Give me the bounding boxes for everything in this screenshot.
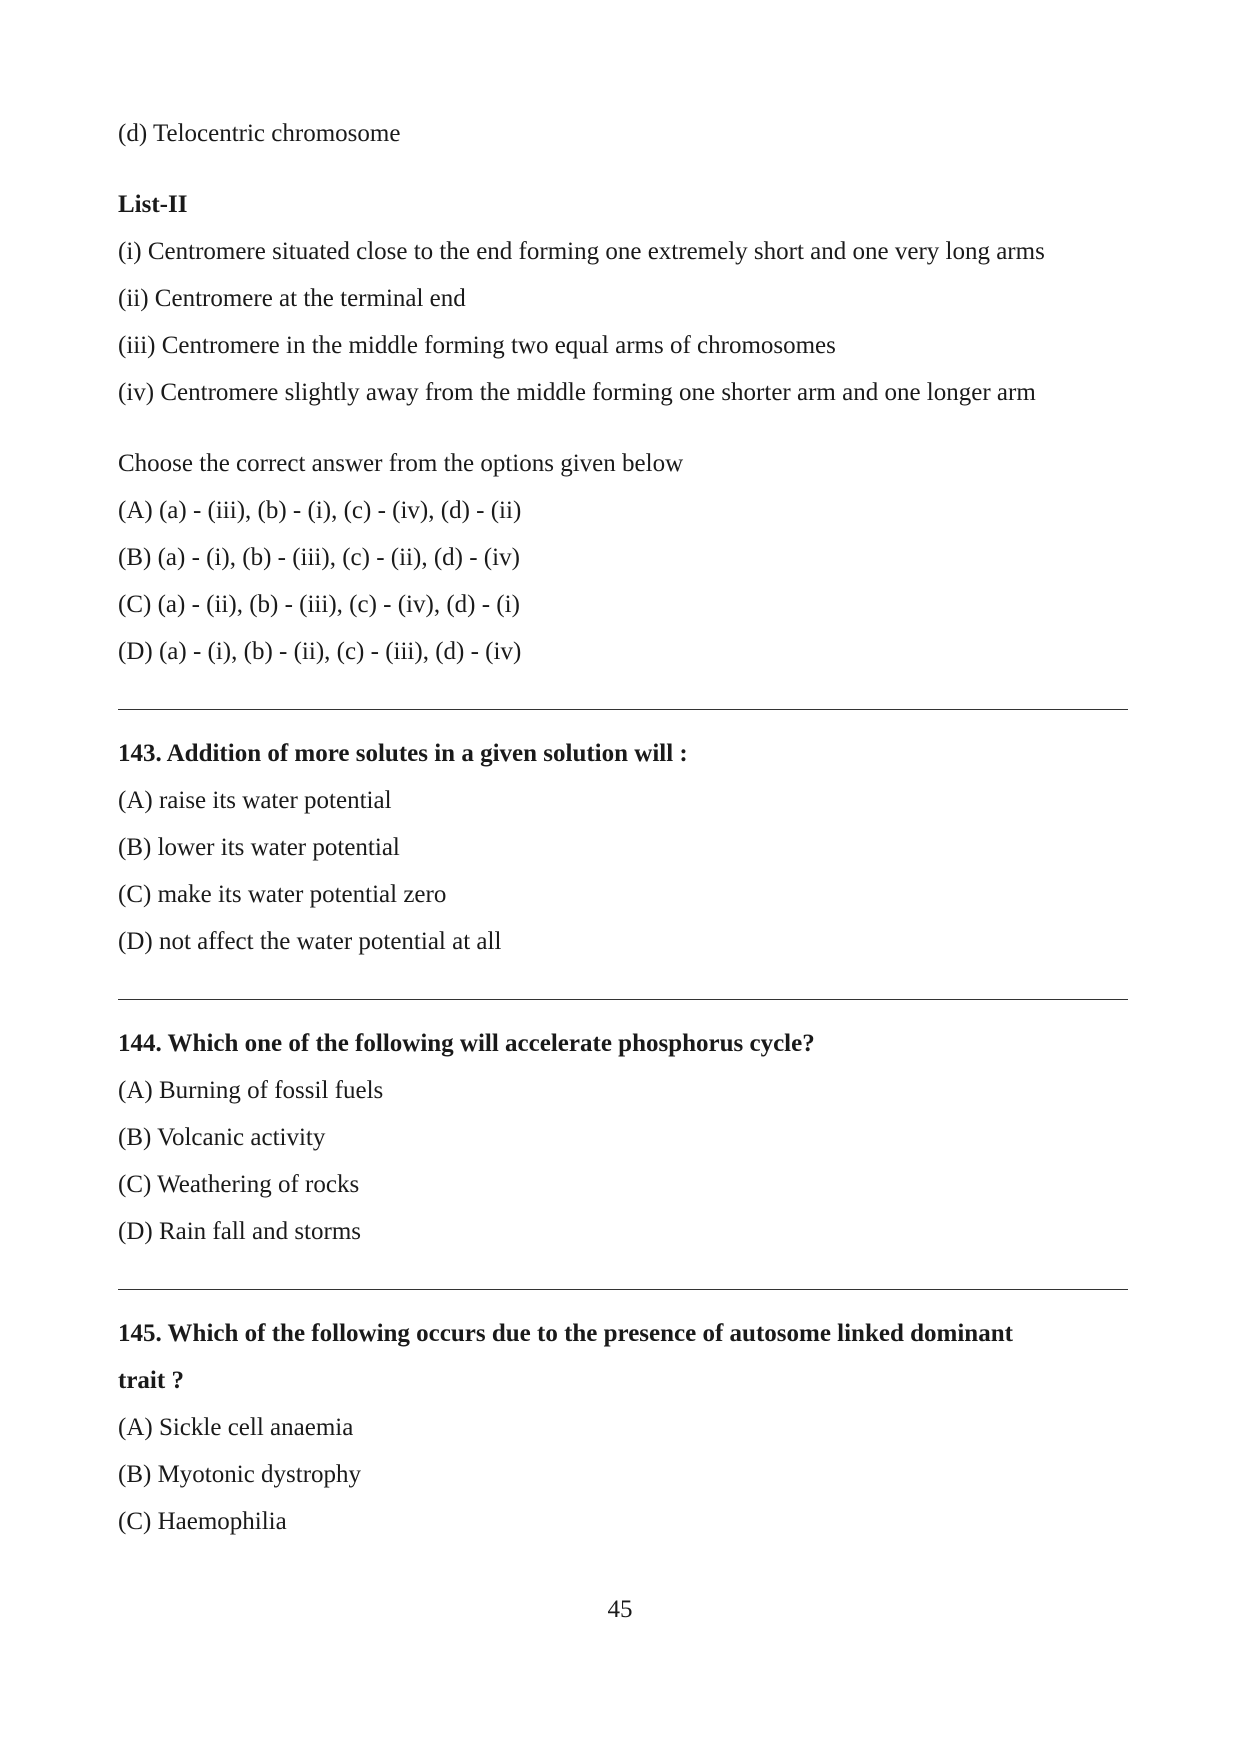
question-145	[118, 1310, 1128, 1545]
list2-item-i: (i) Centromere situated close to the end forming one extremely short and one very long arms	[118, 238, 1045, 265]
option-c: (C) make its water potential zero	[118, 881, 447, 908]
option-a: (A) Sickle cell anaemia	[118, 1414, 354, 1441]
question-stem-line-2: trait ?	[118, 1367, 184, 1394]
list1-item-d: (d) Telocentric chromosome	[118, 120, 401, 147]
option-b: (B) lower its water potential	[118, 834, 400, 861]
divider-wrap	[118, 1255, 1128, 1310]
page-number: 45	[607, 1596, 633, 1623]
list2-item-iv: (iv) Centromere slightly away from the middle forming one shorter arm and one longer arm	[118, 379, 1036, 406]
document-page	[118, 110, 1128, 1545]
option-a: (A) raise its water potential	[118, 787, 392, 814]
option-d: (D) not affect the water potential at all	[118, 928, 502, 955]
option-d: (D) (a) - (i), (b) - (ii), (c) - (iii), (d) - (iv)	[118, 638, 522, 665]
option-b: (B) Volcanic activity	[118, 1124, 326, 1151]
list2-item-ii: (ii) Centromere at the terminal end	[118, 285, 466, 312]
option-c: (C) Weathering of rocks	[118, 1171, 360, 1198]
divider	[118, 709, 1128, 710]
option-b: (B) (a) - (i), (b) - (iii), (c) - (ii), (d) - (iv)	[118, 544, 520, 571]
option-b: (B) Myotonic dystrophy	[118, 1461, 362, 1488]
option-a: (A) Burning of fossil fuels	[118, 1077, 384, 1104]
question-143	[118, 730, 1128, 965]
divider-wrap	[118, 675, 1128, 730]
question-144	[118, 1020, 1128, 1255]
option-c: (C) Haemophilia	[118, 1508, 287, 1535]
question-stem: 143. Addition of more solutes in a given solution will :	[118, 740, 688, 767]
option-a: (A) (a) - (iii), (b) - (i), (c) - (iv), (d) - (ii)	[118, 497, 522, 524]
answer-instruction: Choose the correct answer from the options given below	[118, 450, 684, 477]
divider	[118, 999, 1128, 1000]
question-stem-line-1: 145. Which of the following occurs due to the presence of autosome linked dominant	[118, 1320, 1013, 1347]
list2-heading: List-II	[118, 191, 188, 218]
list2-item-iii: (iii) Centromere in the middle forming two equal arms of chromosomes	[118, 332, 836, 359]
option-c: (C) (a) - (ii), (b) - (iii), (c) - (iv), (d) - (i)	[118, 591, 520, 618]
question-stem: 144. Which one of the following will accelerate phosphorus cycle?	[118, 1030, 815, 1057]
divider	[118, 1289, 1128, 1290]
previous-question-block	[118, 110, 1128, 675]
option-d: (D) Rain fall and storms	[118, 1218, 362, 1245]
divider-wrap	[118, 965, 1128, 1020]
